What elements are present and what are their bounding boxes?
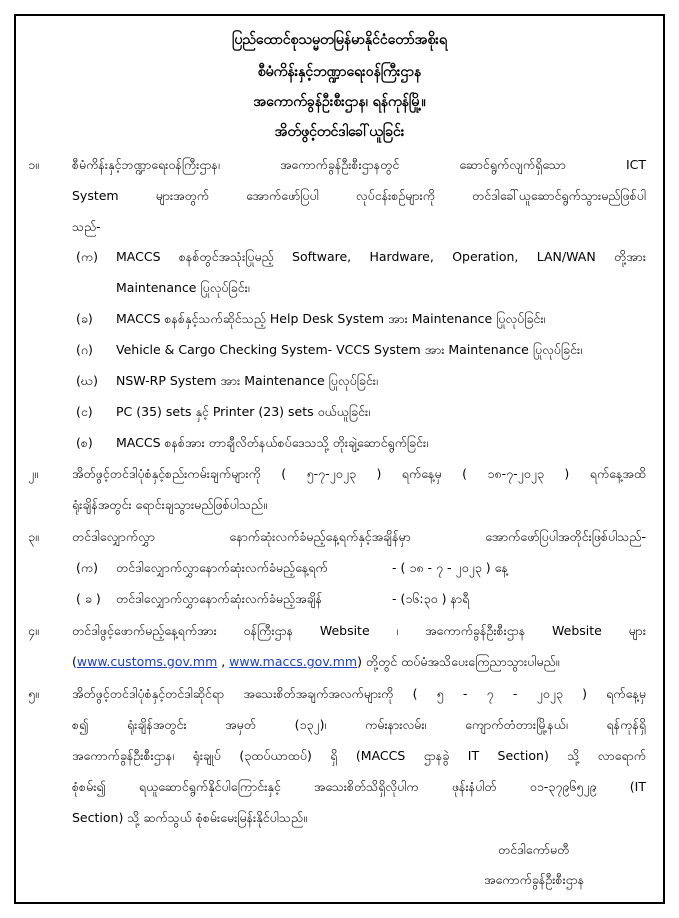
- header-government: ပြည်ထောင်စုသမ္မတမြန်မာနိုင်ငံတော်အစိုးရ: [232, 32, 447, 48]
- subitem-label-ka: (က): [76, 249, 98, 264]
- item-number-2: ၂။: [28, 466, 38, 481]
- item-5-line-5: Section) သို့ ဆက်သွယ် စုံစမ်းမေးမြန်းနိုင်ပါသည်။: [72, 810, 307, 825]
- subitem-label-kha: (ခ): [76, 311, 93, 326]
- subitem-label-ga: (ဂ): [76, 342, 93, 357]
- subitem-label-nga: (င): [76, 404, 93, 419]
- customs-website-link[interactable]: www.customs.gov.mm: [76, 654, 218, 669]
- item-2-line-2: ရုံးချိန်အတွင်း ရောင်းချသွားမည်ဖြစ်ပါသည်။: [72, 497, 267, 512]
- signature-department: အကောက်ခွန်ဦးစီးဌာန: [484, 872, 585, 887]
- maccs-website-link[interactable]: www.maccs.gov.mm: [229, 654, 358, 669]
- item-5-line-3: အကောက်ခွန်ဦးစီးဌာန၊ ရုံးချုပ် (၃ထပ်ယာထပ်) ရှိ (MACCS ဌာနခွဲ IT Section) သို့ လာရောက်: [72, 748, 646, 763]
- item-4-line-2: (www.customs.gov.mm , www.maccs.gov.mm) တို့တွင် ထပ်မံအသိပေးကြေညာသွားပါမည်။: [72, 654, 560, 669]
- item-5-line-1: အိတ်ဖွင့်တင်ဒါပုံစံနှင့်တင်ဒါဆိုင်ရာ အသေးစိတ်အချက်အလက်များကို ( ၅ - ၇ - ၂၀၂၃ ) ရက်နေ့မှ: [72, 686, 646, 701]
- item-1-line-2: System များအတွက် အောက်ဖော်ပြပါ လုပ်ငန်းစဉ်များကို တင်ဒါခေါ်ယူဆောင်ရွက်သွားမည်ဖြစ်ပါ: [72, 188, 646, 203]
- header-title: အိတ်ဖွင့်တင်ဒါခေါ်ယူခြင်း: [274, 124, 405, 140]
- document-border: [14, 14, 665, 904]
- item-3-line-1: တင်ဒါလျှောက်လွှာ နောက်ဆုံးလက်ခံမည့်နေ့ရက်နှင့်အချိန်မှာ အောက်ဖော်ပြပါအတိုင်းဖြစ်ပါသည်-: [72, 529, 646, 544]
- deadline-time-label-kha: ( ခ ): [76, 591, 101, 606]
- subitem-gha: NSW-RP System အား Maintenance ပြုလုပ်ခြင်း၊: [116, 373, 378, 388]
- item-number-3: ၃။: [28, 529, 39, 544]
- deadline-time-value: - (၁၆:၃၀ ) နာရီ: [392, 591, 470, 606]
- subitem-nga: PC (35) sets နှင့် Printer (23) sets ဝယ်ယူခြင်း၊: [116, 404, 371, 419]
- deadline-time-label: တင်ဒါလျှောက်လွှာနောက်ဆုံးလက်ခံမည့်အချိန်: [116, 591, 323, 606]
- deadline-date-label-ka: (က): [76, 560, 98, 575]
- subitem-ka-line-1: MACCS စနစ်တွင်အသုံးပြုမည့် Software, Hardware, Operation, LAN/WAN တို့အား: [116, 249, 646, 264]
- item-5-line-2: စ၍ ရုံးချိန်အတွင်း အမှတ် (၁၃၂)၊ ကမ်းနားလမ်း၊ ကျောက်တံတားမြို့နယ်၊ ရန်ကုန်ရှိ: [72, 717, 646, 732]
- header-department: အကောက်ခွန်ဦးစီးဌာန၊ ရန်ကုန်မြို့။: [253, 94, 426, 110]
- subitem-label-gha: (ဃ): [76, 373, 98, 388]
- item-4-line-2-tail: ) တို့တွင် ထပ်မံအသိပေးကြေညာသွားပါမည်။: [357, 654, 560, 669]
- subitem-ka-line-2: Maintenance ပြုလုပ်ခြင်း၊: [116, 280, 250, 295]
- subitem-label-sa: (စ): [76, 435, 93, 450]
- deadline-date-label: တင်ဒါလျှောက်လွှာနောက်ဆုံးလက်ခံမည့်နေ့ရက်: [116, 560, 328, 575]
- item-4-line-1: တင်ဒါဖွင့်ဖောက်မည့်နေ့ရက်အား ဝန်ကြီးဌာန Website ၊ အကောက်ခွန်ဦးစီးဌာန Website များ: [72, 623, 646, 638]
- item-1-line-3: သည်-: [72, 219, 101, 234]
- item-number-5: ၅။: [28, 686, 39, 701]
- item-2-line-1: အိတ်ဖွင့်တင်ဒါပုံစံနှင့်စည်းကမ်းချက်များကို ( ၅-၇-၂၀၂၃ ) ရက်နေ့မှ ( ၁၈-၇-၂၀၂၃ ) ရက်နေ့အထိ: [72, 466, 646, 481]
- item-number-4: ၄။: [28, 623, 39, 638]
- item-1-line-1: စီမံကိန်းနှင့်ဘဏ္ဍာရေးဝန်ကြီးဌာန၊ အကောက်ခွန်ဦးစီးဌာနတွင် ဆောင်ရွက်လျက်ရှိသော ICT: [72, 157, 646, 172]
- subitem-kha: MACCS စနစ်နှင့်သက်ဆိုင်သည့် Help Desk System အား Maintenance ပြုလုပ်ခြင်း၊: [116, 311, 546, 326]
- signature-committee: တင်ဒါကော်မတီ: [498, 842, 570, 857]
- item-5-line-4: စုံစမ်း၍ ရယူဆောင်ရွက်နိုင်ပါကြောင်းနှင့် အသေးစိတ်သိရှိလိုပါက ဖုန်းနံပါတ် ၀၁-၃၇၉၆၅၂၉ (IT: [72, 779, 646, 794]
- deadline-date-value: - ( ၁၈ - ၇ - ၂၀၂၃ ) နေ့: [392, 560, 508, 575]
- subitem-ga: Vehicle & Cargo Checking System- VCCS System အား Maintenance ပြုလုပ်ခြင်း၊: [116, 342, 583, 357]
- subitem-sa: MACCS စနစ်အား တာချီလိတ်နယ်စပ်ဒေသသို့ တိုးချဲ့ဆောင်ရွက်ခြင်း၊: [116, 435, 429, 450]
- link-separator: ,: [217, 654, 230, 669]
- header-ministry: စီမံကိန်းနှင့်ဘဏ္ဍာရေးဝန်ကြီးဌာန: [257, 64, 422, 80]
- item-number-1: ၁။: [28, 157, 39, 172]
